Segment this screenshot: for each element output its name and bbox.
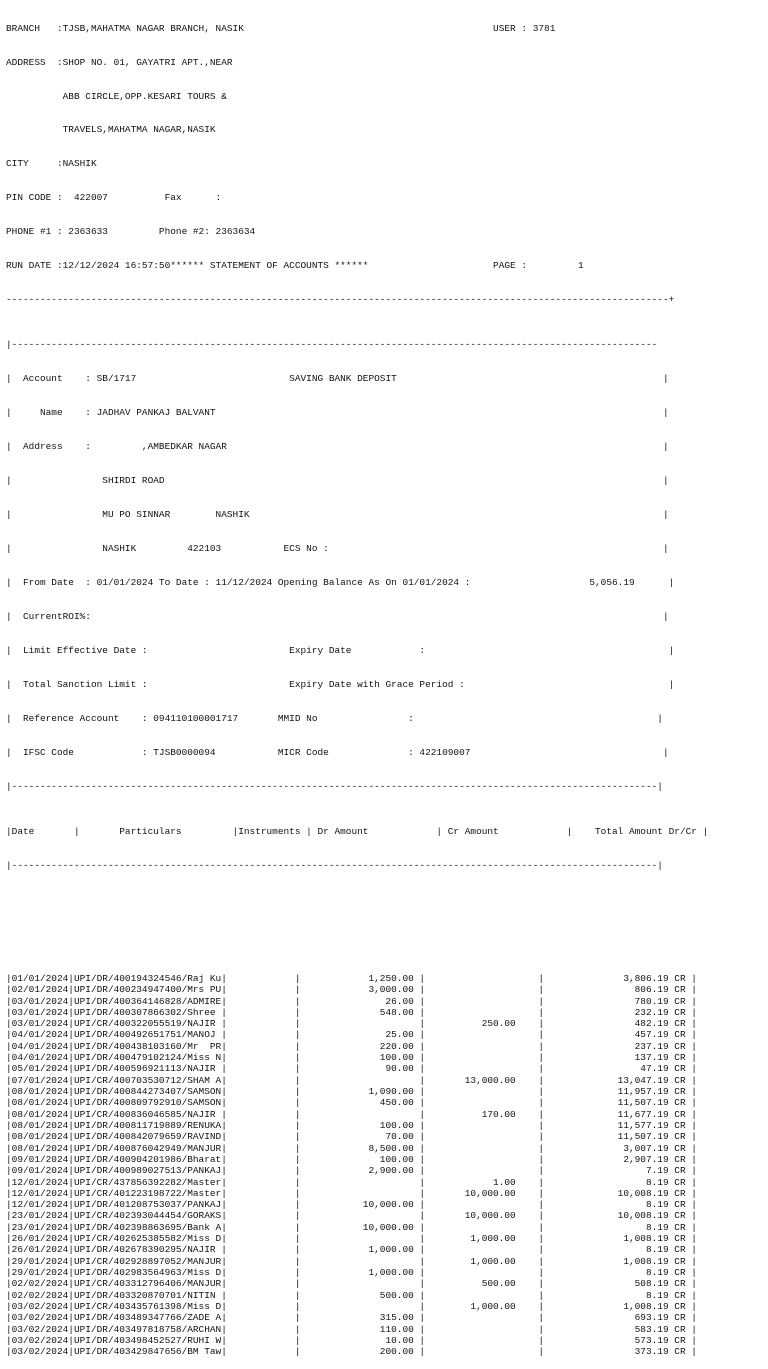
phone-line: PHONE #1 : 2363633 Phone #2: 2363634 bbox=[6, 226, 256, 238]
address-line-2: ABB CIRCLE,OPP.KESARI TOURS & bbox=[6, 90, 227, 102]
table-row: |07/01/2024|UPI/CR/400703530712/SHAM A| | | 13,000.00 | 13,047.19 CR | bbox=[6, 1074, 697, 1086]
limit-effective-line: | Limit Effective Date : Expiry Date : | bbox=[6, 644, 675, 656]
table-row: |03/02/2024|UPI/CR/403435761398/Miss D| | | 1,000.00 | 1,008.19 CR | bbox=[6, 1300, 697, 1312]
account-box-bottom-rule: |------------------------------------------------------------------------------------------------------------------| bbox=[6, 780, 663, 792]
account-name-line: | Name : JADHAV PANKAJ BALVANT | bbox=[6, 407, 669, 419]
table-row: |09/01/2024|UPI/DR/400989027513/PANKAJ| | 2,900.00 | | 7.19 CR | bbox=[6, 1165, 697, 1177]
bank-statement-page bbox=[6, 0, 762, 1369]
account-number-line: | Account : SB/1717 SAVING BANK DEPOSIT | bbox=[6, 373, 669, 385]
table-row: |04/01/2024|UPI/DR/400479102124/Miss N| | 100.00 | | 137.19 CR | bbox=[6, 1052, 697, 1064]
table-row: |08/01/2024|UPI/DR/400842079659/RAVIND| | 70.00 | | 11,507.19 CR | bbox=[6, 1131, 697, 1143]
table-row: |12/01/2024|UPI/DR/401208753037/PANKAJ| | 10,000.00 | | 8.19 CR | bbox=[6, 1199, 697, 1211]
table-row: |03/01/2024|UPI/DR/400364146828/ADMIRE| | 26.00 | | 780.19 CR | bbox=[6, 995, 697, 1007]
account-address-line: | Address : ,AMBEDKAR NAGAR | bbox=[6, 441, 669, 453]
account-address-line-2: | SHIRDI ROAD | bbox=[6, 475, 669, 487]
city-line: CITY :NASHIK bbox=[6, 158, 97, 170]
reference-account-line: | Reference Account : 094110100001717 MMID No : | bbox=[6, 712, 663, 724]
transaction-table-body bbox=[6, 973, 762, 1358]
table-row: |03/01/2024|UPI/CR/400322055519/NAJIR | | | 250.00 | 482.19 CR | bbox=[6, 1018, 697, 1030]
blank-line bbox=[6, 894, 762, 905]
table-row: |08/01/2024|UPI/DR/400811719889/RENUKA| | 100.00 | | 11,577.19 CR | bbox=[6, 1119, 697, 1131]
ifsc-code-line: | IFSC Code : TJSB0000094 MICR Code : 422109007 | bbox=[6, 746, 669, 758]
from-date-line: | From Date : 01/01/2024 To Date : 11/12/2024 Opening Balance As On 01/01/2024 : 5,056.19 | bbox=[6, 576, 675, 588]
table-row: |03/02/2024|UPI/DR/403489347766/ZADE A| | 315.00 | | 693.19 CR | bbox=[6, 1312, 697, 1324]
table-row: |04/01/2024|UPI/DR/400492651751/MANOJ | | 25.00 | | 457.19 CR | bbox=[6, 1029, 697, 1041]
current-roi-line: | CurrentROI%: | bbox=[6, 610, 669, 622]
table-row: |08/01/2024|UPI/DR/400844273407/SAMSON| | 1,090.00 | | 11,957.19 CR | bbox=[6, 1086, 697, 1097]
account-address-line-4: | NASHIK 422103 ECS No : | bbox=[6, 543, 669, 554]
address-line-3: TRAVELS,MAHATMA NAGAR,NASIK bbox=[6, 124, 216, 136]
address-line-1: ADDRESS :SHOP NO. 01, GAYATRI APT.,NEAR bbox=[6, 56, 233, 68]
table-row: |26/01/2024|UPI/CR/402625385582/Miss D| | | 1,000.00 | 1,008.19 CR | bbox=[6, 1233, 697, 1245]
table-row: |29/01/2024|UPI/CR/402928897052/MANJUR| | | 1,000.00 | 1,008.19 CR | bbox=[6, 1255, 697, 1267]
table-row: |08/01/2024|UPI/DR/400876042949/MANJUR| | 8,500.00 | | 3,007.19 CR | bbox=[6, 1142, 697, 1154]
table-row: |03/02/2024|UPI/DR/403498452527/RUHI W| | 10.00 | | 573.19 CR | bbox=[6, 1334, 697, 1346]
pin-code-line: PIN CODE : 422007 Fax : bbox=[6, 192, 222, 204]
table-row: |26/01/2024|UPI/DR/402678390295/NAJIR | | 1,000.00 | | 8.19 CR | bbox=[6, 1244, 697, 1256]
table-row: |08/01/2024|UPI/DR/400809792910/SAMSON| | 450.00 | | 11,507.19 CR | bbox=[6, 1097, 697, 1109]
table-row: |12/01/2024|UPI/CR/401223198722/Master| | | 10,000.00 | 10,008.19 CR | bbox=[6, 1187, 697, 1199]
run-date-line: RUN DATE :12/12/2024 16:57:50****** STATEMENT OF ACCOUNTS ****** PAGE : 1 bbox=[6, 260, 584, 272]
table-row: |02/02/2024|UPI/CR/403312796406/MANJUR| | | 500.00 | 508.19 CR | bbox=[6, 1278, 697, 1290]
blank-line bbox=[6, 928, 762, 939]
table-row: |01/01/2024|UPI/DR/400194324546/Raj Ku| | 1,250.00 | | 3,806.19 CR | bbox=[6, 972, 697, 984]
table-header-rule: |------------------------------------------------------------------------------------------------------------------| bbox=[6, 859, 663, 871]
header-rule: ---------------------------------------------------------------------------------------------------------------------+ bbox=[6, 294, 675, 306]
branch-line: BRANCH :TJSB,MAHATMA NAGAR BRANCH, NASIK USER : 3781 bbox=[6, 22, 556, 34]
table-row: |03/02/2024|UPI/DR/403429847656/BM Taw| | 200.00 | | 373.19 CR | bbox=[6, 1346, 697, 1358]
table-row: |23/01/2024|UPI/DR/402398863695/Bank A| | 10,000.00 | | 8.19 CR | bbox=[6, 1221, 697, 1233]
table-row: |29/01/2024|UPI/DR/402983564963/Miss D| | 1,000.00 | | 8.19 CR | bbox=[6, 1267, 697, 1278]
table-header: |Date | Particulars |Instruments | Dr Amount | Cr Amount | Total Amount Dr/Cr | bbox=[6, 825, 709, 837]
table-row: |03/01/2024|UPI/DR/400307866302/Shree | | 548.00 | | 232.19 CR | bbox=[6, 1006, 697, 1018]
sanction-limit-line: | Total Sanction Limit : Expiry Date with Grace Period : | bbox=[6, 678, 675, 690]
table-row: |02/01/2024|UPI/DR/400234947400/Mrs PU| | 3,000.00 | | 806.19 CR | bbox=[6, 984, 697, 996]
table-row: |08/01/2024|UPI/CR/400836046585/NAJIR | | | 170.00 | 11,677.19 CR | bbox=[6, 1108, 697, 1120]
account-address-line-3: | MU PO SINNAR NASHIK | bbox=[6, 509, 669, 521]
table-row: |02/02/2024|UPI/DR/403320870701/NITIN | | 500.00 | | 8.19 CR | bbox=[6, 1289, 697, 1301]
table-row: |05/01/2024|UPI/DR/400596921113/NAJIR | | 90.00 | | 47.19 CR | bbox=[6, 1063, 697, 1075]
table-row: |09/01/2024|UPI/DR/400904201986/Bharat| | 100.00 | | 2,907.19 CR | bbox=[6, 1153, 697, 1165]
table-row: |23/01/2024|UPI/CR/402393044454/GORAKS| | | 10,000.00 | 10,008.19 CR | bbox=[6, 1210, 697, 1222]
account-box-top-rule: |------------------------------------------------------------------------------------------------------------------ bbox=[6, 339, 658, 351]
table-row: |04/01/2024|UPI/DR/400438103160/Mr PR| | 220.00 | | 237.19 CR | bbox=[6, 1040, 697, 1052]
table-row: |03/02/2024|UPI/DR/403497818758/ARCHAN| | 110.00 | | 583.19 CR | bbox=[6, 1323, 697, 1335]
table-row: |12/01/2024|UPI/CR/437856392282/Master| | | 1.00 | 8.19 CR | bbox=[6, 1176, 697, 1188]
